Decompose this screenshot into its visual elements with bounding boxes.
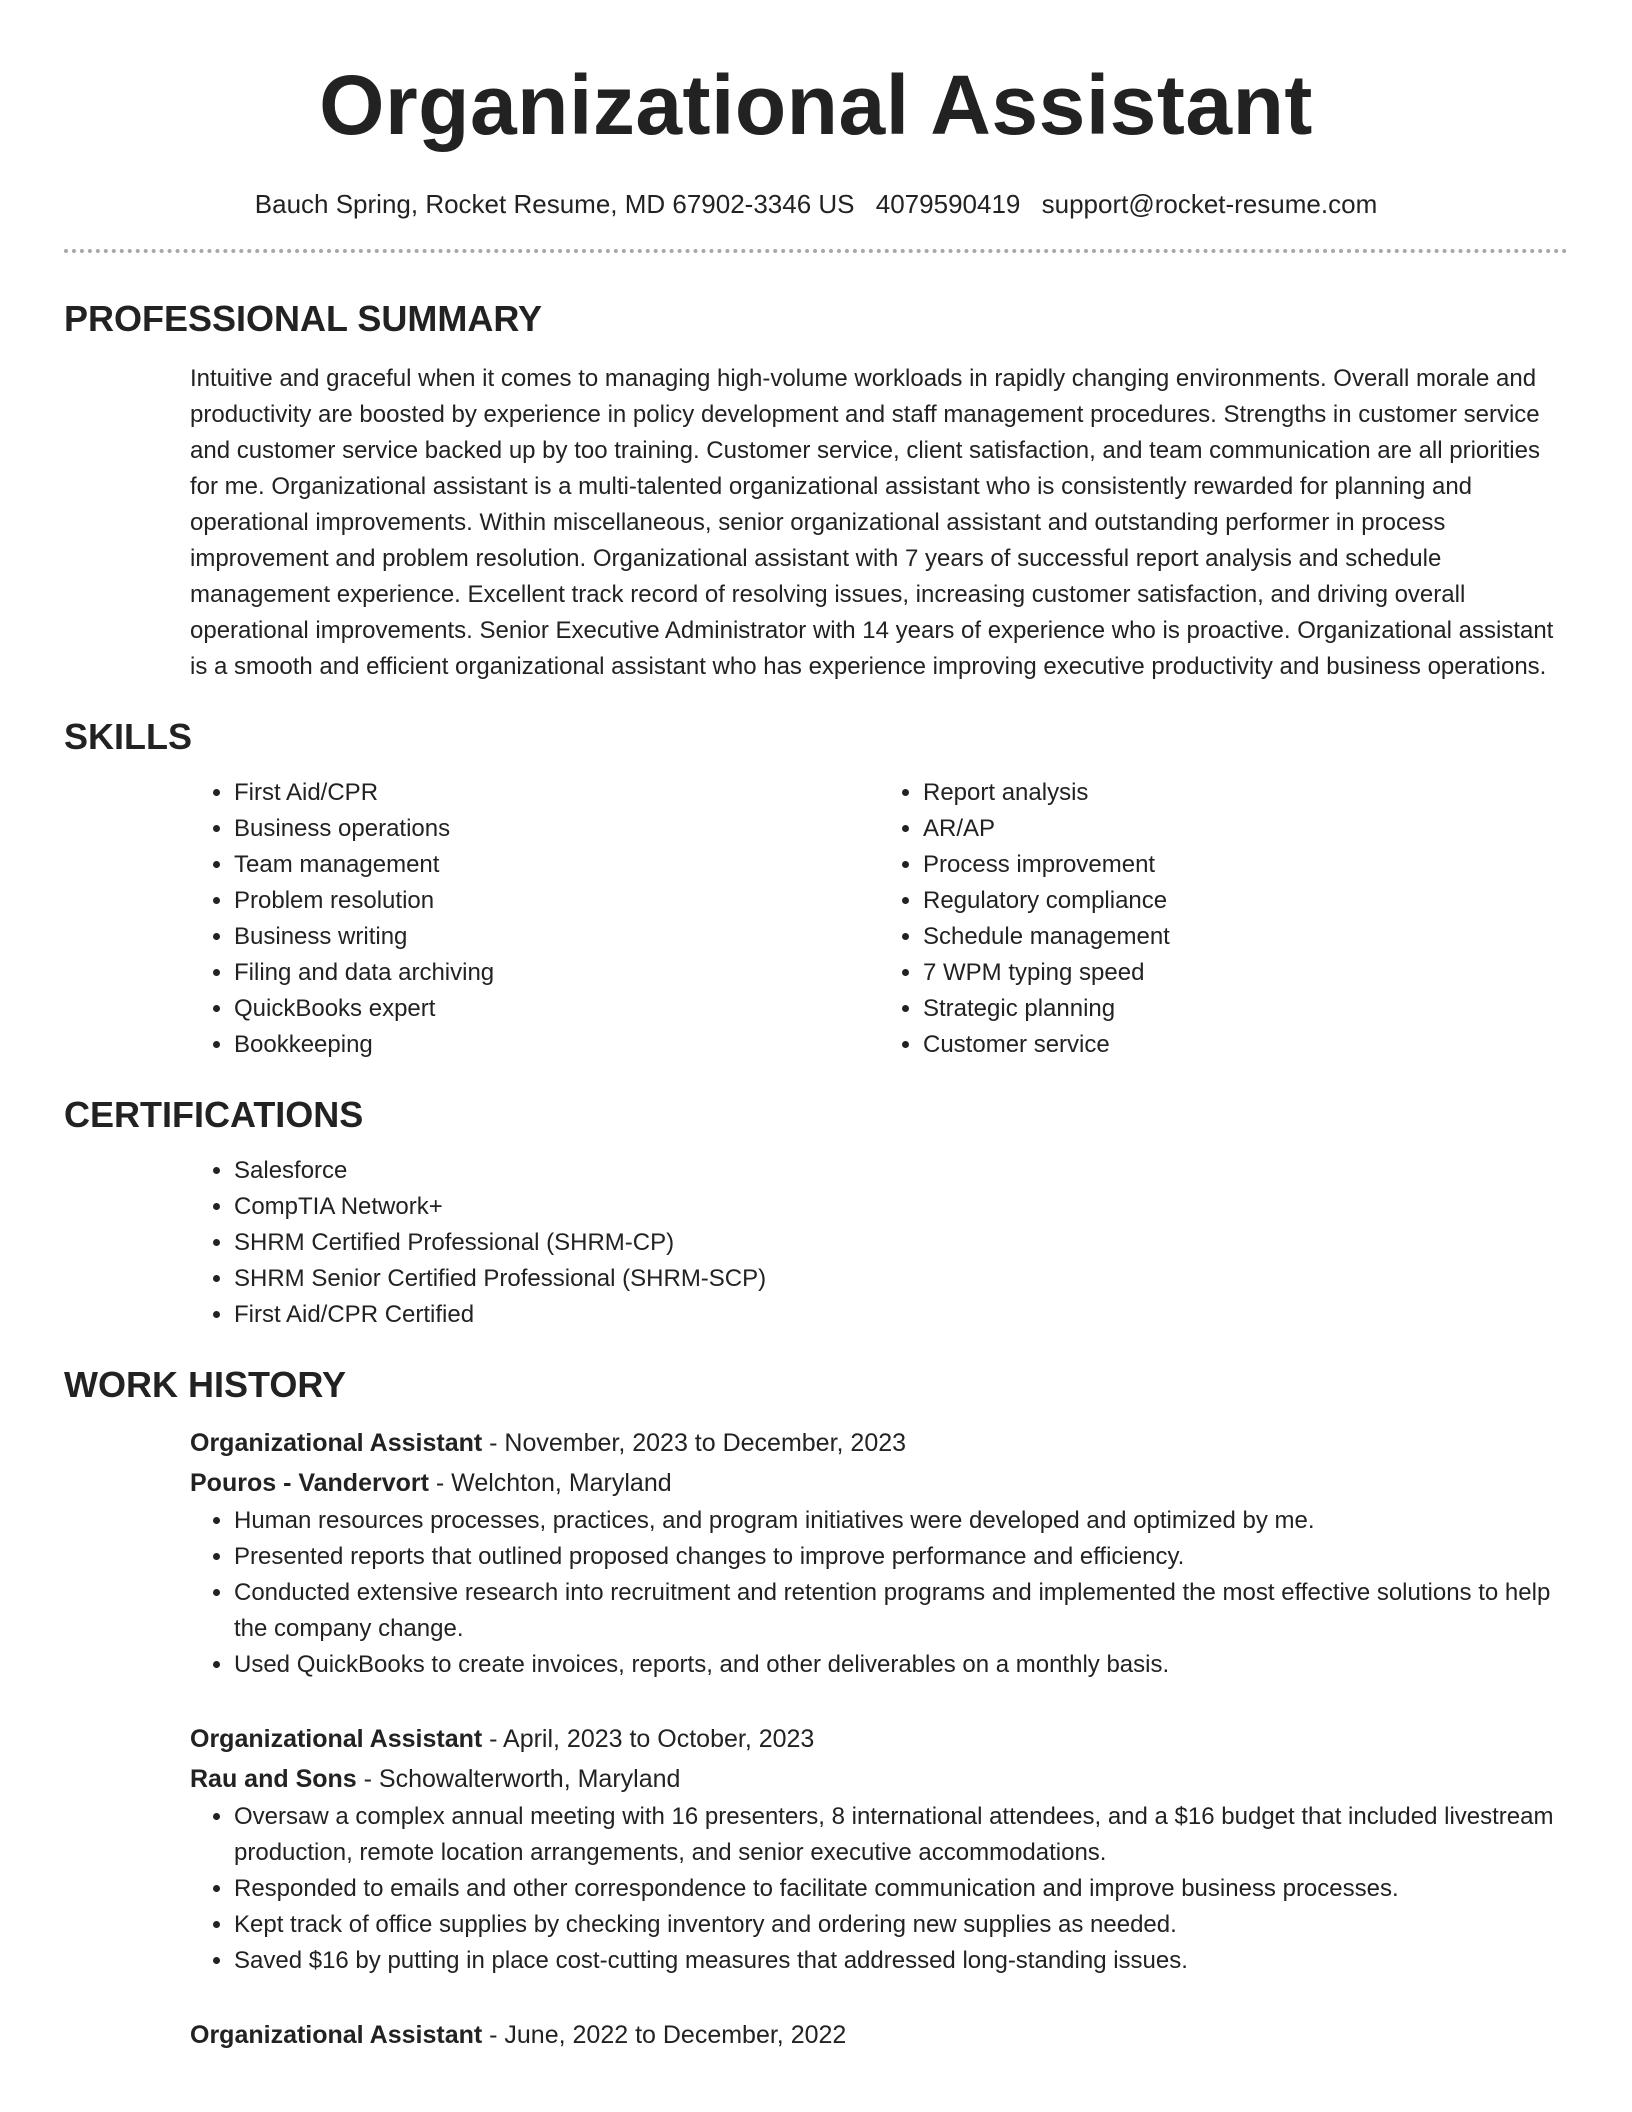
job-location: - Welchton, Maryland [428, 1469, 672, 1497]
contact-address: Bauch Spring, Rocket Resume, MD 67902-3346 US [254, 189, 855, 219]
skill-item: • AR/AP [923, 811, 1568, 847]
job-title: Organizational Assistant [190, 2021, 483, 2049]
job-bullets [190, 1503, 1568, 1683]
contact-line [64, 188, 1568, 220]
skills-grid [190, 775, 1568, 1063]
job-title-line [190, 2015, 1568, 2055]
job-bullet: • Conducted extensive research into recruitment and retention programs and implemented the most effective solutions to help the company change. [234, 1575, 1568, 1647]
job-dates: - June, 2022 to December, 2022 [482, 2021, 847, 2049]
skill-item: • Regulatory compliance [923, 883, 1568, 919]
certification-item: • SHRM Certified Professional (SHRM-CP) [234, 1225, 1568, 1261]
header-divider [64, 249, 1568, 253]
certification-item: • Salesforce [234, 1153, 1568, 1189]
job-dates: - November, 2023 to December, 2023 [482, 1429, 907, 1457]
resume-title: Organizational Assistant [319, 58, 1313, 152]
job-bullets [190, 1799, 1568, 1979]
skill-item: • Process improvement [923, 847, 1568, 883]
job-entry [190, 1719, 1568, 1979]
job-title-line [190, 1423, 1568, 1463]
skill-item: • Customer service [923, 1027, 1568, 1063]
job-bullet: • Presented reports that outlined proposed changes to improve performance and efficiency. [234, 1539, 1568, 1575]
job-bullet: • Used QuickBooks to create invoices, reports, and other deliverables on a monthly basis. [234, 1647, 1568, 1683]
summary-heading: PROFESSIONAL SUMMARY [64, 298, 543, 339]
job-title: Organizational Assistant [190, 1429, 483, 1457]
skills-right-list [879, 775, 1568, 1063]
skills-heading: SKILLS [64, 716, 193, 757]
job-title-line [190, 1719, 1568, 1759]
skill-item: • Filing and data archiving [234, 955, 879, 991]
skill-item: • Business writing [234, 919, 879, 955]
skill-item: • Business operations [234, 811, 879, 847]
job-company-line [190, 1759, 1568, 1799]
job-company-line [190, 1463, 1568, 1503]
job-bullet: • Kept track of office supplies by checking inventory and ordering new supplies as needed. [234, 1907, 1568, 1943]
skill-item: • 7 WPM typing speed [923, 955, 1568, 991]
certification-item: • CompTIA Network+ [234, 1189, 1568, 1225]
skill-item: • Schedule management [923, 919, 1568, 955]
work-history-heading: WORK HISTORY [64, 1364, 347, 1405]
skill-item: • Team management [234, 847, 879, 883]
certification-item: • First Aid/CPR Certified [234, 1297, 1568, 1333]
skill-item: • Report analysis [923, 775, 1568, 811]
job-bullet: • Oversaw a complex annual meeting with 16 presenters, 8 international attendees, and a $16 budget that included livestream production, remote location arrangements, and senior executive accommodations. [234, 1799, 1568, 1871]
job-dates: - April, 2023 to October, 2023 [482, 1725, 815, 1753]
contact-email[interactable]: support@rocket-resume.com [1041, 189, 1378, 219]
certifications-list [190, 1153, 1568, 1333]
skill-item: • Problem resolution [234, 883, 879, 919]
skill-item: • First Aid/CPR [234, 775, 879, 811]
skill-item: • Strategic planning [923, 991, 1568, 1027]
certifications-bullets [190, 1153, 1568, 1333]
job-company: Pouros - Vandervort [190, 1469, 429, 1497]
job-bullet: • Human resources processes, practices, and program initiatives were developed and optimized by me. [234, 1503, 1568, 1539]
job-location: - Schowalterworth, Maryland [356, 1765, 681, 1793]
certification-item: • SHRM Senior Certified Professional (SHRM-SCP) [234, 1261, 1568, 1297]
skills-left-list [190, 775, 879, 1063]
contact-phone: 4079590419 [875, 189, 1021, 219]
skill-item: • Bookkeeping [234, 1027, 879, 1063]
job-entry [190, 1423, 1568, 1683]
job-entry [190, 2015, 1568, 2055]
job-bullet: • Saved $16 by putting in place cost-cutting measures that addressed long-standing issues. [234, 1943, 1568, 1979]
job-company: Rau and Sons [190, 1765, 357, 1793]
skill-item: • QuickBooks expert [234, 991, 879, 1027]
job-bullet: • Responded to emails and other correspondence to facilitate communication and improve business processes. [234, 1871, 1568, 1907]
certifications-heading: CERTIFICATIONS [64, 1094, 364, 1135]
job-title: Organizational Assistant [190, 1725, 483, 1753]
summary-text: Intuitive and graceful when it comes to managing high-volume workloads in rapidly changing environments. Overall morale and productivity are boosted by experience in policy development and staff management procedures. Strengths in customer service and customer service backed up by too training. Customer service, client satisfaction, and team communication are all priorities for me. Organizational assistant is a multi-talented organizational assistant who is consistently rewarded for planning and operational improvements. Within miscellaneous, senior organizational assistant and outstanding performer in process improvement and problem resolution. Organizational assistant with 7 years of successful report analysis and schedule management experience. Excellent track record of resolving issues, increasing customer satisfaction, and driving overall operational improvements. Senior Executive Administrator with 14 years of experience who is proactive. Organizational assistant is a smooth and efficient organizational assistant who has experience improving executive productivity and business operations. [190, 365, 1554, 680]
